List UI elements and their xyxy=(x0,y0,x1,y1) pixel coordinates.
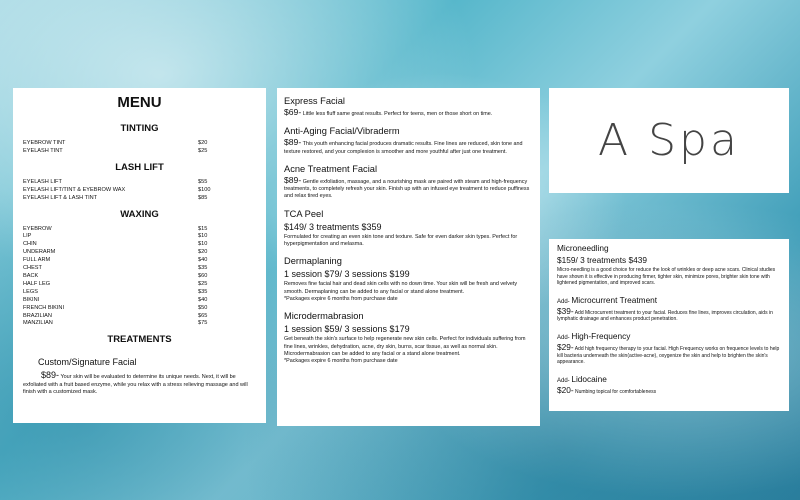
item-name: BIKINI xyxy=(23,296,40,303)
service-name: TCA Peel xyxy=(284,208,324,219)
section-title-waxing: WAXING xyxy=(120,208,159,220)
tinting-list xyxy=(23,140,256,156)
service-name: Microdermabrasion xyxy=(284,311,364,322)
facials-panel xyxy=(277,88,540,426)
addon-title xyxy=(557,374,781,384)
addon-microcurrent xyxy=(557,295,781,323)
addon-desc-text: Numbing topical for comfortableness xyxy=(573,388,657,395)
item-name: EYELASH LIFT & LASH TINT xyxy=(23,194,98,201)
item-name: LEGS xyxy=(23,288,38,295)
service-name: Dermaplaning xyxy=(284,256,342,267)
section-title-tinting: TINTING xyxy=(120,123,159,134)
item-price: $55 xyxy=(198,178,208,185)
addon-price: $29- xyxy=(557,341,574,352)
service-description xyxy=(284,174,532,201)
list-item xyxy=(23,249,256,257)
addon-desc-text: Add high frequency therapy to your facial. High Frequency works on frequence levels to help kill bacteria underneath the skin(active-acne), oxygenize the skin and help to brighten the skin's appearance. xyxy=(557,345,780,366)
service-note: *Packages expire 6 months from purchase date xyxy=(284,295,398,302)
item-name: EYELASH LIFT xyxy=(23,178,62,185)
item-price: $10 xyxy=(198,233,208,240)
list-item xyxy=(23,289,256,297)
item-name: HALF LEG xyxy=(23,280,51,287)
item-name: EYEBROW TINT xyxy=(23,140,66,146)
item-name: BRAZILIAN xyxy=(23,312,52,319)
custom-facial-description xyxy=(23,372,256,396)
addon-description xyxy=(557,384,781,396)
service-pricing: $149/ 3 treatments $359 xyxy=(284,221,382,232)
service-pricing: $159/ 3 treatments $439 xyxy=(557,255,647,265)
item-price: $35 xyxy=(198,265,208,272)
list-item xyxy=(23,148,256,156)
addon-prefix: Add- xyxy=(557,334,572,341)
addon-price: $20- xyxy=(557,384,574,395)
item-price: $25 xyxy=(198,280,208,287)
list-item xyxy=(23,241,256,249)
service-desc-text: Formulated for creating an even skin tone and texture. Safe for even darker skin types. Perfect for hyperpigmentation and melasma. xyxy=(284,233,518,248)
addon-prefix: Add- xyxy=(557,298,572,305)
addon-name: High-Frequency xyxy=(571,330,631,341)
list-item xyxy=(23,257,256,265)
service-pricing: 1 session $79/ 3 sessions $199 xyxy=(284,269,410,280)
service-desc-text: Removes fine facial hair and dead skin cells with no down time. Your skin will be fresh and velvety smooth. Dermaplaning can be added to any facial or stand alone treatment. xyxy=(284,281,518,295)
service-description xyxy=(284,109,532,118)
list-item xyxy=(23,265,256,273)
service-desc-text: Micro-needling is a good choice for reduce the look of wrinkles or deep acne scars. Clinical studies have shown it is effective in producing firmer, tighter skin, minimize pores, brighter skin tone with lightened pigmentation, and improved scars. xyxy=(557,267,776,287)
list-item xyxy=(23,195,256,203)
service-dermaplaning xyxy=(284,256,532,303)
addons-panel xyxy=(549,239,789,411)
service-pricing: 1 session $59/ 3 sessions $179 xyxy=(284,324,410,335)
item-name: MANZILIAN xyxy=(23,320,53,327)
item-name: EYELASH TINT xyxy=(23,147,63,154)
item-price: $20 xyxy=(198,140,208,146)
service-desc-text: Little less fluff same great results. Perfect for teens, men or those short on time. xyxy=(301,111,493,117)
addon-description xyxy=(557,341,781,366)
waxing-list xyxy=(23,226,256,329)
service-express-facial xyxy=(284,96,532,118)
addon-name: Lidocaine xyxy=(571,373,607,384)
service-name: Acne Treatment Facial xyxy=(284,163,378,174)
item-price: $50 xyxy=(198,304,208,311)
list-item xyxy=(23,320,256,328)
addon-desc-text: Add Microcurrent treatment to your facial. Reduces fine lines, improves circulation, aids in lymphatic drainage and enhances product penetration. xyxy=(557,309,773,323)
addon-prefix: Add- xyxy=(557,377,572,384)
item-name: BACK xyxy=(23,272,39,279)
section-title-lash-lift: LASH LIFT xyxy=(115,161,164,173)
item-price: $35 xyxy=(198,288,208,295)
service-name: Microneedling xyxy=(557,243,609,253)
item-price: $25 xyxy=(198,147,208,154)
list-item xyxy=(23,313,256,321)
addon-title xyxy=(557,331,781,341)
addon-description xyxy=(557,305,781,323)
list-item xyxy=(23,297,256,305)
item-price: $15 xyxy=(198,225,208,232)
item-name: LIP xyxy=(23,233,32,240)
service-price: $89- xyxy=(284,174,302,185)
item-price: $10 xyxy=(198,241,208,248)
service-description xyxy=(284,139,532,156)
logo-panel xyxy=(549,88,789,193)
item-name: CHEST xyxy=(23,265,42,272)
service-tca-peel xyxy=(284,209,532,249)
spa-logo: A Spa xyxy=(598,115,740,166)
addon-lidocaine xyxy=(557,374,781,396)
service-desc-text: Gentle exfoliation, massage, and a nourishing mask are paired with steam and high-frequency treatments, to completely refresh your skin. Finish up with an infused eye treatment to reduce puffiness and relax tired eyes. xyxy=(284,178,530,200)
item-name: FULL ARM xyxy=(23,257,51,264)
item-price: $85 xyxy=(198,194,208,201)
service-microneedling xyxy=(557,243,781,287)
item-name: CHIN xyxy=(23,241,37,248)
menu-panel xyxy=(13,88,266,423)
service-microdermabrasion xyxy=(284,311,532,365)
service-anti-aging-facial xyxy=(284,126,532,156)
service-acne-facial xyxy=(284,164,532,201)
item-name: EYEBROW xyxy=(23,225,52,232)
list-item xyxy=(23,281,256,289)
item-price: $100 xyxy=(198,186,211,193)
service-price: $89- xyxy=(284,137,302,148)
list-item xyxy=(23,305,256,313)
service-name: Express Facial xyxy=(284,96,345,106)
list-item xyxy=(23,140,256,148)
lash-lift-list xyxy=(23,179,256,203)
list-item xyxy=(23,187,256,195)
service-desc-text: Get beneath the skin's surface to help regenerate new skin cells. Perfect for individuals suffering from fine lines, wrinkles, dehydration, acne, dry skin, burns, scar tissue, as well as normal skin. Microdermabrasion can be added to any facial or a stand alone treatment. xyxy=(284,336,526,357)
section-title-treatments: TREATMENTS xyxy=(107,334,172,346)
custom-facial-price: $89- xyxy=(41,370,60,381)
custom-facial-name: Custom/Signature Facial xyxy=(38,357,137,368)
service-price: $69- xyxy=(284,107,302,117)
menu-title: MENU xyxy=(117,94,162,111)
item-name: EYELASH LIFT/TINT & EYEBROW WAX xyxy=(23,186,126,193)
list-item xyxy=(23,226,256,234)
service-desc-text: This youth enhancing facial produces dramatic results. Fine lines are reduced, skin tone and texture restored, and your complexion is smoother and more youthful after just one treatment. xyxy=(284,141,523,155)
service-name: Anti-Aging Facial/Vibraderm xyxy=(284,126,400,137)
list-item xyxy=(23,233,256,241)
addon-title xyxy=(557,295,781,305)
item-name: UNDERARM xyxy=(23,249,56,256)
item-price: $40 xyxy=(198,257,208,264)
item-name: FRENCH BIKINI xyxy=(23,304,65,311)
service-note: *Packages expire 6 months from purchase date xyxy=(284,358,398,365)
item-price: $20 xyxy=(198,249,208,256)
item-price: $60 xyxy=(198,272,208,279)
item-price: $65 xyxy=(198,312,208,319)
custom-facial-desc-text: Your skin will be evaluated to determine its unique needs. Next, it will be exfoliated with a fruit based enzyme, while you relax with a stress relieving massage and will finish with a customized mask. xyxy=(23,374,248,395)
addon-high-frequency xyxy=(557,331,781,366)
addon-name: Microcurrent Treatment xyxy=(571,294,658,305)
list-item xyxy=(23,273,256,281)
item-price: $75 xyxy=(198,320,208,327)
list-item xyxy=(23,179,256,187)
item-price: $40 xyxy=(198,296,208,303)
addon-price: $39- xyxy=(557,305,574,316)
